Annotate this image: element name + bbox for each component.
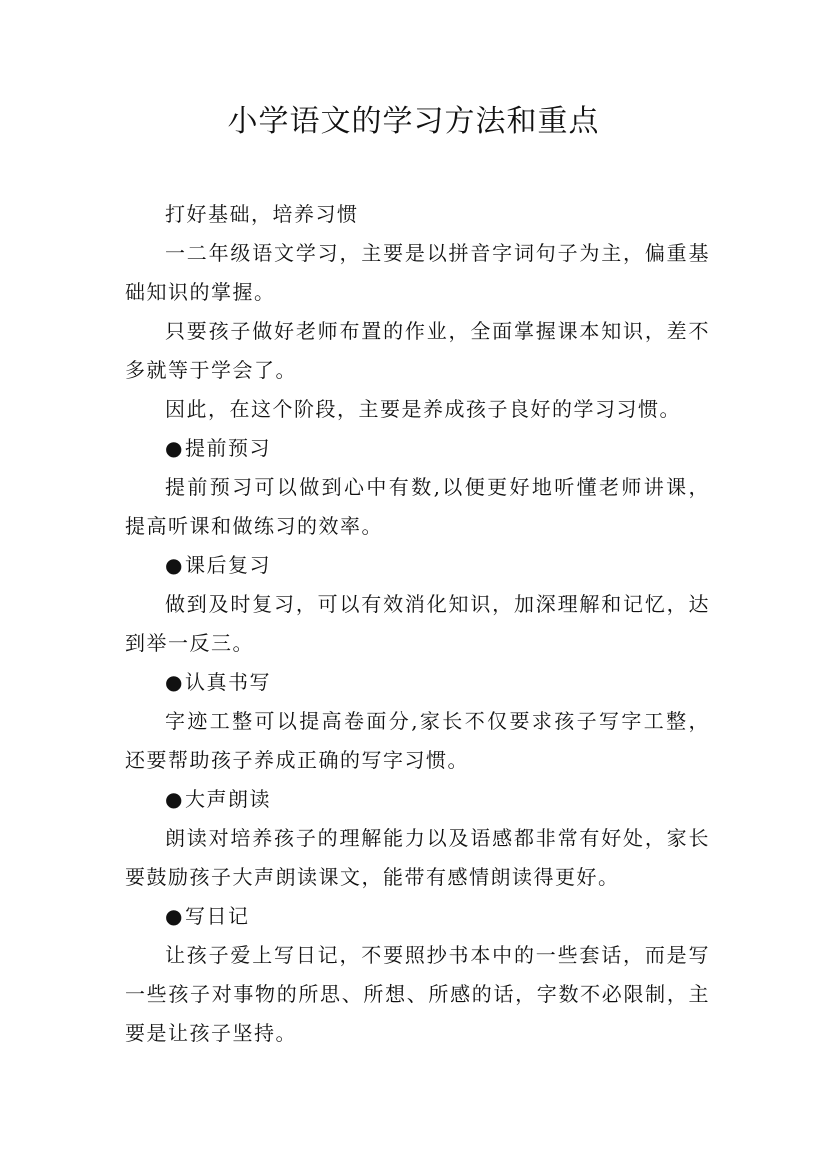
section-heading-diary bbox=[125, 897, 710, 936]
section-heading-preview bbox=[125, 429, 710, 468]
bullet-icon: ● bbox=[165, 904, 184, 928]
section-paragraph-preview: 提前预习可以做到心中有数,以便更好地听懂老师讲课，提高听课和做练习的效率。 bbox=[125, 475, 710, 538]
document-title: 小学语文的学习方法和重点 bbox=[227, 104, 600, 139]
intro-paragraph: 只要孩子做好老师布置的作业，全面掌握课本知识，差不多就等于学会了。 bbox=[125, 319, 710, 382]
bullet-icon: ● bbox=[165, 436, 184, 460]
section-heading-label: 课后复习 bbox=[185, 553, 271, 577]
section-heading-reading bbox=[125, 780, 710, 819]
section-paragraph-writing: 字迹工整可以提高卷面分,家长不仅要求孩子写字工整，还要帮助孩子养成正确的写字习惯。 bbox=[125, 709, 710, 772]
section-paragraph-reading: 朗读对培养孩子的理解能力以及语感都非常有好处，家长要鼓励孩子大声朗读课文，能带有感情朗读得更好。 bbox=[125, 826, 710, 889]
document-body bbox=[125, 195, 710, 1053]
section-heading-review bbox=[125, 546, 710, 585]
section-heading-label: 大声朗读 bbox=[185, 787, 271, 811]
section-paragraph-diary: 让孩子爱上写日记，不要照抄书本中的一些套话，而是写一些孩子对事物的所思、所想、所感的话，字数不必限制，主要是让孩子坚持。 bbox=[125, 943, 710, 1045]
section-heading-label: 提前预习 bbox=[185, 436, 271, 460]
section-paragraph-review: 做到及时复习，可以有效消化知识，加深理解和记忆，达到举一反三。 bbox=[125, 592, 710, 655]
intro-paragraph: 因此，在这个阶段，主要是养成孩子良好的学习习惯。 bbox=[165, 397, 681, 421]
section-heading-label: 写日记 bbox=[185, 904, 250, 928]
section-heading-label: 认真书写 bbox=[185, 670, 271, 694]
section-heading-writing bbox=[125, 663, 710, 702]
bullet-icon: ● bbox=[165, 553, 184, 577]
bullet-icon: ● bbox=[165, 787, 184, 811]
intro-heading: 打好基础，培养习惯 bbox=[165, 202, 359, 226]
intro-paragraph: 一二年级语文学习，主要是以拼音字词句子为主，偏重基础知识的掌握。 bbox=[125, 241, 710, 304]
bullet-icon: ● bbox=[165, 670, 184, 694]
